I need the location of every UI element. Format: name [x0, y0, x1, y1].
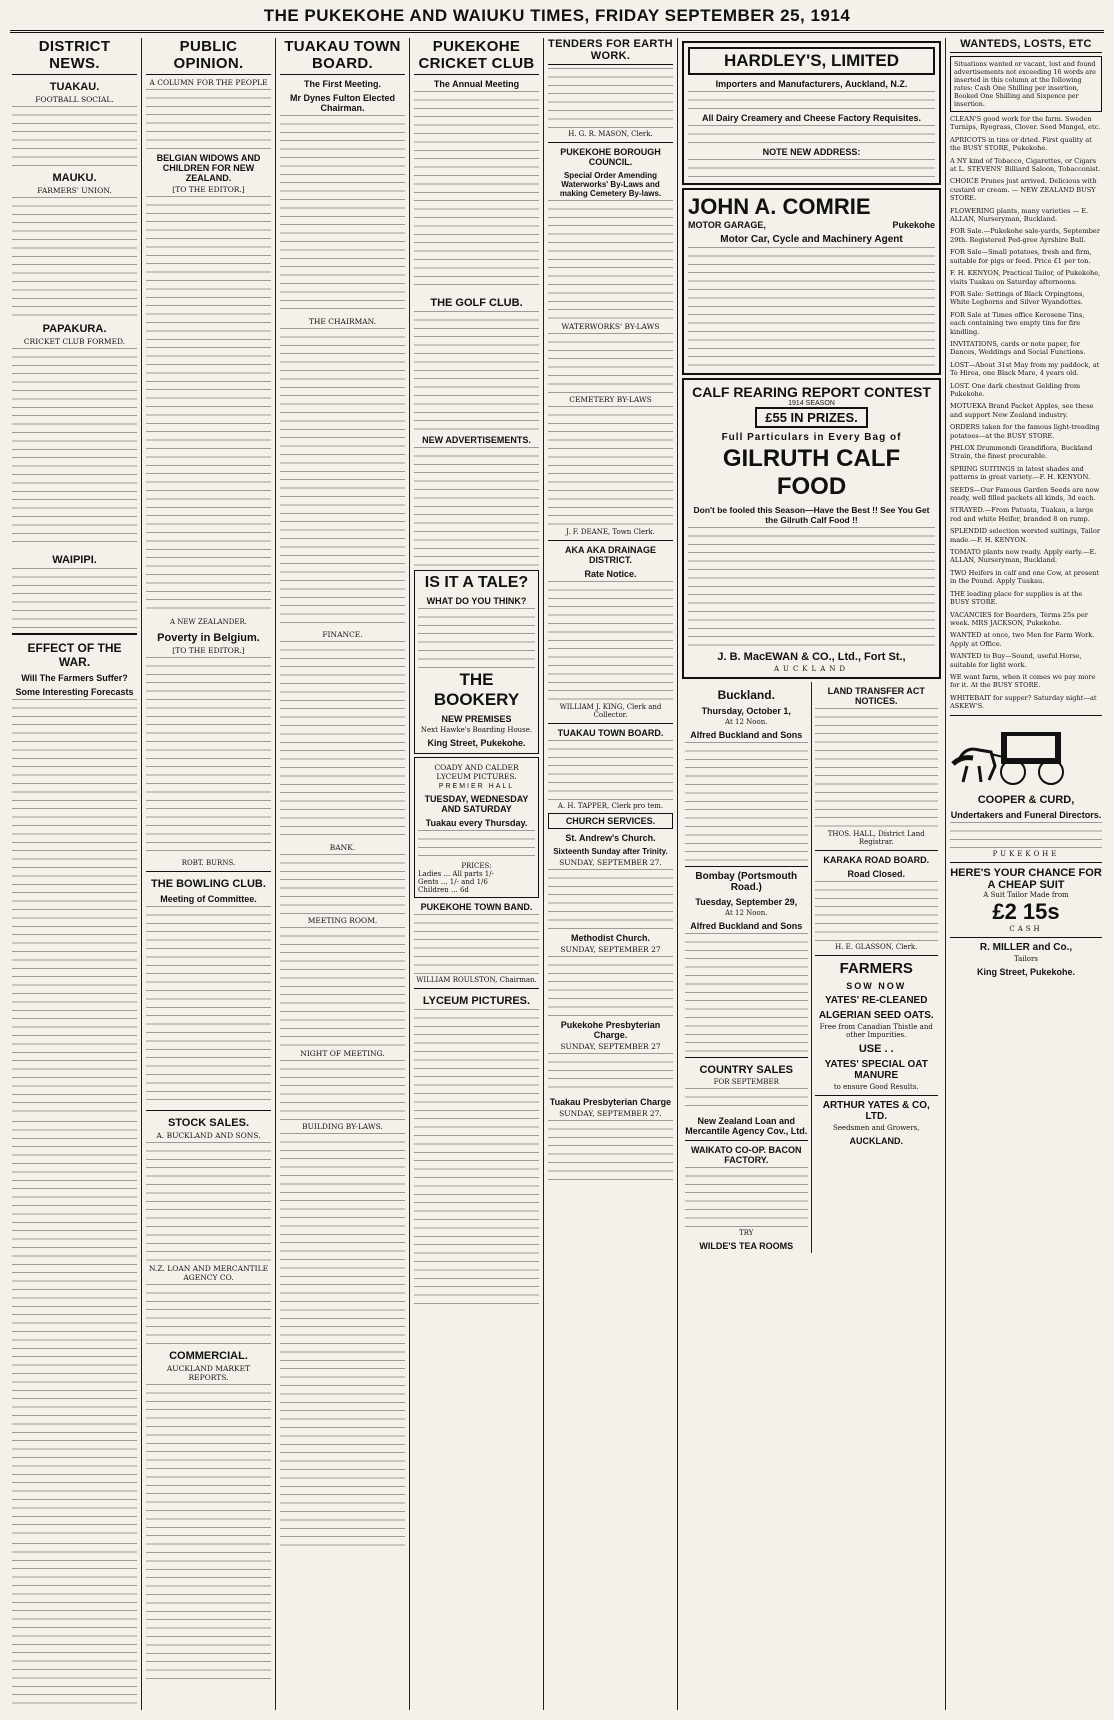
- karaka-heading: KARAKA ROAD BOARD.: [823, 855, 930, 865]
- bowling-club-heading: THE BOWLING CLUB.: [151, 878, 266, 890]
- tuakau-board-notice-heading: TUAKAU TOWN BOARD.: [557, 728, 664, 738]
- tapper-signature: A. H. TAPPER, Clerk pro tem.: [557, 802, 664, 810]
- classified-item: APRICOTS in tins or dried. First quality at the BUSY STORE, Pukekohe.: [950, 135, 1092, 153]
- arthur-seedsmen: Seedsmen and Growers,: [832, 1124, 920, 1132]
- classified-item: STRAYED.—From Patuata, Tuakau, a large red and white Heifer, branded 8 on rump.: [950, 506, 1094, 523]
- algerian-oats: ALGERIAN SEED OATS.: [818, 1010, 934, 1021]
- st-andrews-heading: St. Andrew's Church.: [565, 833, 656, 843]
- price-ladies: Ladies ... All parts 1/-: [418, 870, 494, 878]
- prices-label: PRICES:: [461, 862, 492, 870]
- bombay-date: Tuesday, September 29,: [695, 897, 798, 907]
- lyceum-ad: [414, 757, 539, 898]
- buckland-sons-heading: A. BUCKLAND AND SONS.: [156, 1131, 261, 1140]
- article-text: [146, 906, 271, 1106]
- divider: [685, 866, 808, 867]
- pukekohe-presbyterian-heading: Pukekohe Presbyterian Charge.: [560, 1020, 661, 1040]
- signature-burns: ROBT. BURNS.: [181, 859, 236, 867]
- market-reports-heading: AUCKLAND MARKET REPORTS.: [166, 1364, 251, 1382]
- farmers-suffer-heading: Will The Farmers Suffer?: [21, 673, 128, 683]
- column-cricket: [410, 38, 544, 1710]
- sunday-4: SUNDAY, SEPTEMBER 27.: [559, 1109, 662, 1118]
- divider: [146, 871, 271, 872]
- hardleys-sub: Importers and Manufacturers, Auckland, N.Z.: [715, 79, 908, 89]
- article-text: [146, 657, 271, 857]
- arthur-city: AUCKLAND.: [849, 1136, 903, 1146]
- calf-particulars: Full Particulars in Every Bag of: [721, 432, 902, 443]
- building-bylaws-heading: BUILDING BY-LAWS.: [302, 1122, 383, 1131]
- try-label: TRY: [739, 1229, 754, 1237]
- chairman-heading: THE CHAIRMAN.: [308, 317, 377, 326]
- tuakau-presbyterian-heading: Tuakau Presbyterian Charge: [549, 1097, 672, 1107]
- hardleys-new-address: NOTE NEW ADDRESS:: [762, 147, 861, 157]
- price-gents: Gents ... 1/- and 1/6: [418, 878, 488, 886]
- mason-signature: H. G. R. MASON, Clerk.: [568, 130, 653, 138]
- tenders-heading: TENDERS FOR EARTH WORK.: [548, 38, 673, 65]
- football-social-heading: FOOTBALL SOCIAL.: [35, 95, 114, 104]
- wanteds-heading: WANTEDS, LOSTS, ETC: [950, 38, 1102, 53]
- cooper-curd: COOPER & CURD,: [977, 793, 1075, 806]
- notice-text: [548, 333, 673, 393]
- forecasts-heading: Some Interesting Forecasts: [15, 687, 134, 697]
- lyceum-tuakau: Tuakau every Thursday.: [425, 818, 528, 828]
- classified-item: WANTED to Buy—Sound, useful Horse, suitable for light work.: [950, 652, 1082, 669]
- ad-text: [688, 159, 935, 177]
- deane-signature: J. F. DEANE, Town Clerk.: [565, 528, 655, 536]
- divider: [548, 540, 673, 541]
- committee-heading: Meeting of Committee.: [160, 894, 257, 904]
- article-text: [280, 115, 405, 315]
- article-text: [12, 568, 137, 628]
- notice-text: [548, 68, 673, 128]
- first-meeting-heading: The First Meeting.: [303, 79, 381, 89]
- calf-contest-title: CALF REARING REPORT CONTEST: [692, 384, 931, 400]
- yates-special: YATES' SPECIAL OAT MANURE: [824, 1059, 928, 1081]
- to-editor-2: [TO THE EDITOR.]: [172, 646, 245, 655]
- hardleys-ad: [682, 41, 941, 185]
- article-text: [280, 328, 405, 628]
- article-text: [146, 1284, 271, 1344]
- nz-loan-ad: New Zealand Loan and Mercantile Agency Cov., Ltd.: [685, 1116, 808, 1136]
- divider: [685, 1140, 808, 1141]
- country-sales-sub: FOR SEPTEMBER: [713, 1078, 779, 1086]
- comrie-ad: [682, 188, 941, 375]
- classified-item: WE want farm, when it comes we pay more for it. At the BUSY STORE.: [950, 672, 1096, 690]
- new-ads-heading: NEW ADVERTISEMENTS.: [422, 435, 531, 445]
- column-advertisements: [678, 38, 946, 1710]
- fulton-elected-heading: Mr Dynes Fulton Elected Chairman.: [289, 93, 396, 113]
- ad-text: [418, 608, 535, 668]
- people-column-sub: A COLUMN FOR THE PEOPLE: [149, 78, 268, 87]
- rate-notice-heading: Rate Notice.: [584, 569, 637, 579]
- price-children: Children ... 6d: [418, 886, 469, 894]
- farmers-title: FARMERS: [839, 960, 913, 977]
- ad-text: [815, 708, 939, 828]
- ads-split: [682, 682, 941, 1253]
- column-notices: [544, 38, 678, 1710]
- miller-name: R. MILLER and Co.,: [979, 941, 1073, 953]
- article-text: [280, 641, 405, 841]
- ad-text: [815, 881, 939, 941]
- public-opinion-heading: PUBLIC OPINION.: [146, 38, 271, 75]
- classified-item: F. H. KENYON, Practical Tailor, of Pukekohe, visits Tuakau on Saturday afternoons.: [950, 269, 1101, 286]
- meeting-room-heading: MEETING ROOM.: [307, 916, 378, 925]
- special-order-heading: Special Order Amending Waterworks' By-Laws and making Cemetery By-laws.: [559, 171, 662, 198]
- classified-item: SEEDS—Our Famous Garden Seeds are now ready, well filled packets all kinds, 3d each.: [950, 485, 1100, 503]
- buckland-sons-1: Alfred Buckland and Sons: [690, 730, 803, 740]
- classified-item: MOTUEKA Brand Packet Apples, see these and support New Zealand industry.: [950, 402, 1094, 419]
- macewan-city: AUCKLAND: [774, 665, 849, 673]
- article-text: [280, 854, 405, 914]
- king-signature: WILLIAM J. KING, Clerk and Collector.: [559, 703, 662, 719]
- gilruth-title: GILRUTH CALF FOOD: [722, 445, 901, 500]
- notice-text: [548, 200, 673, 320]
- classified-item: TWO Heifers in calf and one Cow, at present in the Pound. Apply Tuakau.: [950, 568, 1100, 586]
- bank-heading: BANK.: [329, 843, 356, 852]
- tale-sub: WHAT DO YOU THINK?: [426, 596, 527, 606]
- farmers-union-heading: FARMERS' UNION.: [37, 186, 112, 195]
- roulston-signature: WILLIAM ROULSTON, Chairman.: [416, 976, 537, 984]
- wanteds-intro-box: [950, 56, 1102, 112]
- classified-list: [950, 115, 1102, 711]
- article-text: [414, 91, 539, 291]
- classified-item: TOMATO plants now ready. Apply early.—E. ALLAN, Nurseryman, Buckland.: [950, 548, 1097, 565]
- article-text: [280, 1133, 405, 1553]
- methodist-heading: Methodist Church.: [571, 933, 650, 943]
- article-text: [12, 348, 137, 548]
- classified-item: THE leading place for supplies is at the BUSY STORE.: [950, 589, 1083, 607]
- ad-text: [688, 91, 935, 109]
- classified-item: CLEAN'S good work for the farm. Sweden Turnips, Ryegrass, Clover. Seed Mangel, etc.: [950, 115, 1101, 132]
- tuakau-heading: TUAKAU.: [49, 81, 100, 93]
- divider: [685, 1057, 808, 1058]
- article-text: [12, 699, 137, 1119]
- ad-text: [688, 527, 935, 647]
- borough-council-heading: PUKEKOHE BOROUGH COUNCIL.: [560, 147, 661, 167]
- ad-text: [685, 1167, 808, 1227]
- papakura-heading: PAPAKURA.: [42, 323, 107, 335]
- hardleys-title: HARDLEY'S, LIMITED: [688, 47, 935, 75]
- church-services-box: [548, 813, 673, 829]
- night-of-meeting-heading: NIGHT OF MEETING.: [300, 1049, 385, 1058]
- golf-club-heading: THE GOLF CLUB.: [430, 297, 523, 309]
- divider: [815, 955, 939, 956]
- mauku-heading: MAUKU.: [52, 172, 97, 184]
- bookery-premises: NEW PREMISES: [441, 714, 512, 724]
- effect-of-war-heading: EFFECT OF THE WAR.: [27, 641, 122, 669]
- trinity-heading: Sixteenth Sunday after Trinity.: [553, 847, 668, 856]
- sunday-2: SUNDAY, SEPTEMBER 27: [560, 945, 661, 954]
- bombay-time: At 12 Noon.: [725, 909, 768, 917]
- aka-aka-heading: AKA AKA DRAINAGE DISTRICT.: [565, 545, 656, 565]
- buckland-time: At 12 Noon.: [725, 718, 768, 726]
- column-district-news: [8, 38, 142, 1710]
- classified-item: LOST. One dark chestnut Gelding from Pukekohe.: [950, 381, 1081, 398]
- lyceum-pictures-heading: LYCEUM PICTURES.: [422, 995, 531, 1007]
- comrie-garage: MOTOR GARAGE,: [688, 220, 766, 230]
- hardleys-requisites: All Dairy Creamery and Cheese Factory Requisites.: [701, 113, 922, 123]
- gilruth-ad: [682, 378, 941, 679]
- suit-tailor: A Suit Tailor Made from: [983, 890, 1069, 899]
- article-text: [12, 1543, 137, 1710]
- classified-item: LOST—About 31st May from my paddock, at Te Hirea, one Black Mare, 4 years old.: [950, 360, 1100, 378]
- belgian-widows-heading: BELGIAN WIDOWS AND CHILDREN FOR NEW ZEALAND.: [156, 153, 261, 183]
- notice-text: [548, 1120, 673, 1180]
- article-text: [146, 1384, 271, 1684]
- classified-item: SPLENDID selection worsted suitings, Tailor made.—F. H. KENYON.: [950, 527, 1100, 544]
- nz-loan-heading: N.Z. LOAN AND MERCANTILE AGENCY CO.: [148, 1264, 269, 1282]
- finance-heading: FINANCE.: [322, 630, 363, 639]
- notice-text: [548, 740, 673, 800]
- ad-text: [685, 933, 808, 1053]
- cooper-town: PUKEKOHE: [992, 849, 1060, 858]
- ad-text: [418, 830, 535, 860]
- macewan-name: J. B. MacEWAN & CO., Ltd., Fort St.,: [717, 651, 906, 663]
- classified-item: ORDERS taken for the famous light-treading potatoes—at the BUSY STORE.: [950, 423, 1100, 440]
- article-text: [12, 106, 137, 166]
- article-text: [146, 1142, 271, 1262]
- ad-text: [688, 247, 935, 367]
- calf-prizes: £55 IN PRIZES.: [755, 407, 867, 428]
- article-text: [414, 447, 539, 567]
- annual-meeting-heading: The Annual Meeting: [433, 79, 520, 89]
- classified-item: PHLOX Drummondi Grandiflora, Buckland Strain, the finest procurable.: [950, 444, 1093, 461]
- church-services-heading: CHURCH SERVICES.: [565, 816, 656, 826]
- column-public-opinion: [142, 38, 276, 1710]
- columns: [8, 38, 1106, 1710]
- sow-now: SOW NOW: [846, 981, 907, 991]
- use-label: USE . .: [858, 1043, 894, 1055]
- to-editor-1: [TO THE EDITOR.]: [172, 185, 245, 194]
- yates-recleaned: YATES' RE-CLEANED: [825, 995, 928, 1006]
- article-text: [146, 89, 271, 149]
- classified-item: VACANCIES for Boarders, Terms 25s per week. MRS JACKSON, Pukekohe.: [950, 610, 1088, 627]
- classified-item: WANTED at once, two Men for Farm Work. Apply at Office.: [950, 631, 1095, 648]
- divider: [146, 1110, 271, 1111]
- algerian-free: Free from Canadian Thistle and other Impurities.: [819, 1023, 933, 1039]
- cricket-club-heading: PUKEKOHE CRICKET CLUB: [414, 38, 539, 75]
- column-wanteds: [946, 38, 1106, 1710]
- classified-item: INVITATIONS, cards or note paper, for Dances, Weddings and Social Functions.: [950, 339, 1086, 357]
- cricket-club-heading: CRICKET CLUB FORMED.: [23, 337, 126, 346]
- buckland-sons-2: Alfred Buckland and Sons: [690, 921, 803, 931]
- article-text: [414, 1009, 539, 1309]
- divider: [950, 862, 1102, 863]
- bookery-title: THE BOOKERY: [433, 670, 520, 709]
- classified-item: FOR Sale.—Pukekohe sale-yards, September 29th. Registered Ped-gree Ayrshire Bull.: [950, 227, 1100, 244]
- article-text: [414, 311, 539, 431]
- ad-text: [685, 1088, 808, 1112]
- notice-text: [548, 1053, 673, 1093]
- wildes-tea-rooms: WILDE'S TEA ROOMS: [699, 1241, 794, 1251]
- article-text: [280, 927, 405, 1047]
- notice-text: [548, 869, 673, 929]
- divider: [950, 715, 1102, 716]
- divider: [12, 633, 137, 635]
- ad-text: [688, 125, 935, 143]
- comrie-agent: Motor Car, Cycle and Machinery Agent: [720, 234, 903, 245]
- tale-ad: [414, 570, 539, 754]
- sunday-3: SUNDAY, SEPTEMBER 27: [560, 1042, 661, 1051]
- column-tuakau-board: [276, 38, 410, 1710]
- bombay-heading: Bombay (Portsmouth Road.): [695, 871, 798, 893]
- masthead-rule: [10, 30, 1104, 33]
- classified-item: WHITEBAIT for supper? Saturday night—at ASKEW'S.: [950, 693, 1097, 711]
- district-news-heading: DISTRICT NEWS.: [12, 38, 137, 75]
- glasson-signature: H. E. GLASSON, Clerk.: [835, 943, 918, 951]
- calf-season: 1914 SEASON: [788, 400, 835, 407]
- poverty-heading: Poverty in Belgium.: [157, 632, 260, 644]
- road-closed: Road Closed.: [847, 869, 905, 879]
- divider: [548, 142, 673, 143]
- tuakau-board-heading: TUAKAU TOWN BOARD.: [280, 38, 405, 75]
- cheap-suit: HERE'S YOUR CHANCE FOR A CHEAP SUIT: [950, 866, 1102, 891]
- classified-item: FLOWERING plants, many varieties — E. ALLAN, Nurseryman, Buckland.: [950, 206, 1089, 224]
- classified-item: A NY kind of Tobacco, Cigarettes, or Cigars at L. STEVENS' Billiard Saloon, Tobacconist.: [950, 156, 1101, 174]
- ads-left: [682, 682, 812, 1253]
- comrie-town: Pukekohe: [892, 220, 935, 230]
- divider: [815, 1095, 939, 1096]
- article-text: [414, 914, 539, 974]
- sunday-1: SUNDAY, SEPTEMBER 27.: [559, 858, 662, 867]
- article-text: [280, 1060, 405, 1120]
- notice-text: [548, 581, 673, 701]
- article-text: [12, 197, 137, 317]
- signature-nz: A NEW ZEALANDER.: [169, 618, 247, 626]
- premier-hall: PREMIER HALL: [438, 783, 515, 790]
- arthur-yates: ARTHUR YATES & CO, LTD.: [822, 1100, 930, 1122]
- miller-tailors: Tailors: [1014, 954, 1038, 963]
- hearse-illustration: [950, 720, 1102, 790]
- ad-text: [950, 822, 1102, 848]
- hall-signature: THOS. HALL, District Land Registrar.: [827, 830, 925, 846]
- waikato-heading: WAIKATO CO-OP. BACON FACTORY.: [690, 1145, 802, 1165]
- suit-cash: CASH: [1009, 924, 1043, 933]
- stock-sales-heading: STOCK SALES.: [167, 1117, 250, 1129]
- commercial-heading: COMMERCIAL.: [169, 1350, 248, 1362]
- ads-right: [812, 682, 942, 1253]
- calf-slogan: Don't be fooled this Season—Have the Best !! See You Get the Gilruth Calf Food !!: [693, 505, 930, 525]
- comrie-title: JOHN A. COMRIE: [688, 194, 871, 219]
- classified-item: CHOICE Prunes just arrived. Delicious with custard or cream. — NEW ZEALAND BUSY STORE.: [950, 177, 1097, 203]
- miller-address: King Street, Pukekohe.: [976, 966, 1076, 977]
- classified-item: FOR Sale at Times office Kerosene Tins, each containing two empty tins for fire kindling.: [950, 310, 1085, 336]
- town-band-heading: PUKEKOHE TOWN BAND.: [420, 902, 533, 912]
- classified-item: FOR Sale: Settings of Black Orpingtons, White Leghorns and Silver Wyandottes.: [950, 289, 1085, 307]
- divider: [950, 937, 1102, 938]
- lyceum-days: TUESDAY, WEDNESDAY AND SATURDAY: [424, 794, 529, 814]
- classified-item: SPRING SUITINGS in latest shades and patterns in great variety.—F. H. KENYON.: [950, 464, 1091, 482]
- buckland-date: Thursday, October 1,: [701, 706, 791, 716]
- waterworks-bylaws: WATERWORKS' BY-LAWS: [561, 322, 660, 331]
- country-sales-heading: COUNTRY SALES: [699, 1064, 793, 1076]
- masthead: THE PUKEKOHE AND WAIUKU TIMES, FRIDAY SEPTEMBER 25, 1914: [263, 6, 851, 25]
- classified-item: FOR Sale—Small potatoes, fresh and firm, suitable for pigs or feed. Price £1 per ton.: [950, 248, 1092, 265]
- buckland-heading: Buckland.: [717, 688, 775, 702]
- lyceum-title: COADY AND CALDER LYCEUM PICTURES.: [434, 763, 519, 781]
- notice-text: [548, 406, 673, 526]
- tale-title: IS IT A TALE?: [424, 574, 529, 591]
- article-text: [12, 1121, 137, 1541]
- suit-price: £2 15s: [992, 898, 1060, 924]
- article-text: [146, 196, 271, 616]
- divider: [815, 850, 939, 851]
- waipipi-heading: WAIPIPI.: [52, 554, 97, 566]
- cemetery-bylaws: CEMETERY BY-LAWS: [569, 395, 652, 404]
- yates-good-results: to ensure Good Results.: [833, 1083, 919, 1091]
- ad-text: [685, 742, 808, 862]
- wanteds-intro: Situations wanted or vacant, lost and found advertisements not exceeding 16 words are inserted in this column at the following rates: Cash One Shilling per insertion, Booked One Shilling and Sixpence per insertion.: [954, 60, 1096, 108]
- bookery-street: King Street, Pukekohe.: [427, 738, 526, 748]
- notice-text: [548, 956, 673, 1016]
- undertakers: Undertakers and Funeral Directors.: [950, 809, 1102, 820]
- divider: [414, 988, 539, 989]
- land-transfer-heading: LAND TRANSFER ACT NOTICES.: [827, 686, 925, 706]
- bookery-address: Next Hawke's Boarding House.: [420, 726, 533, 734]
- divider: [548, 723, 673, 724]
